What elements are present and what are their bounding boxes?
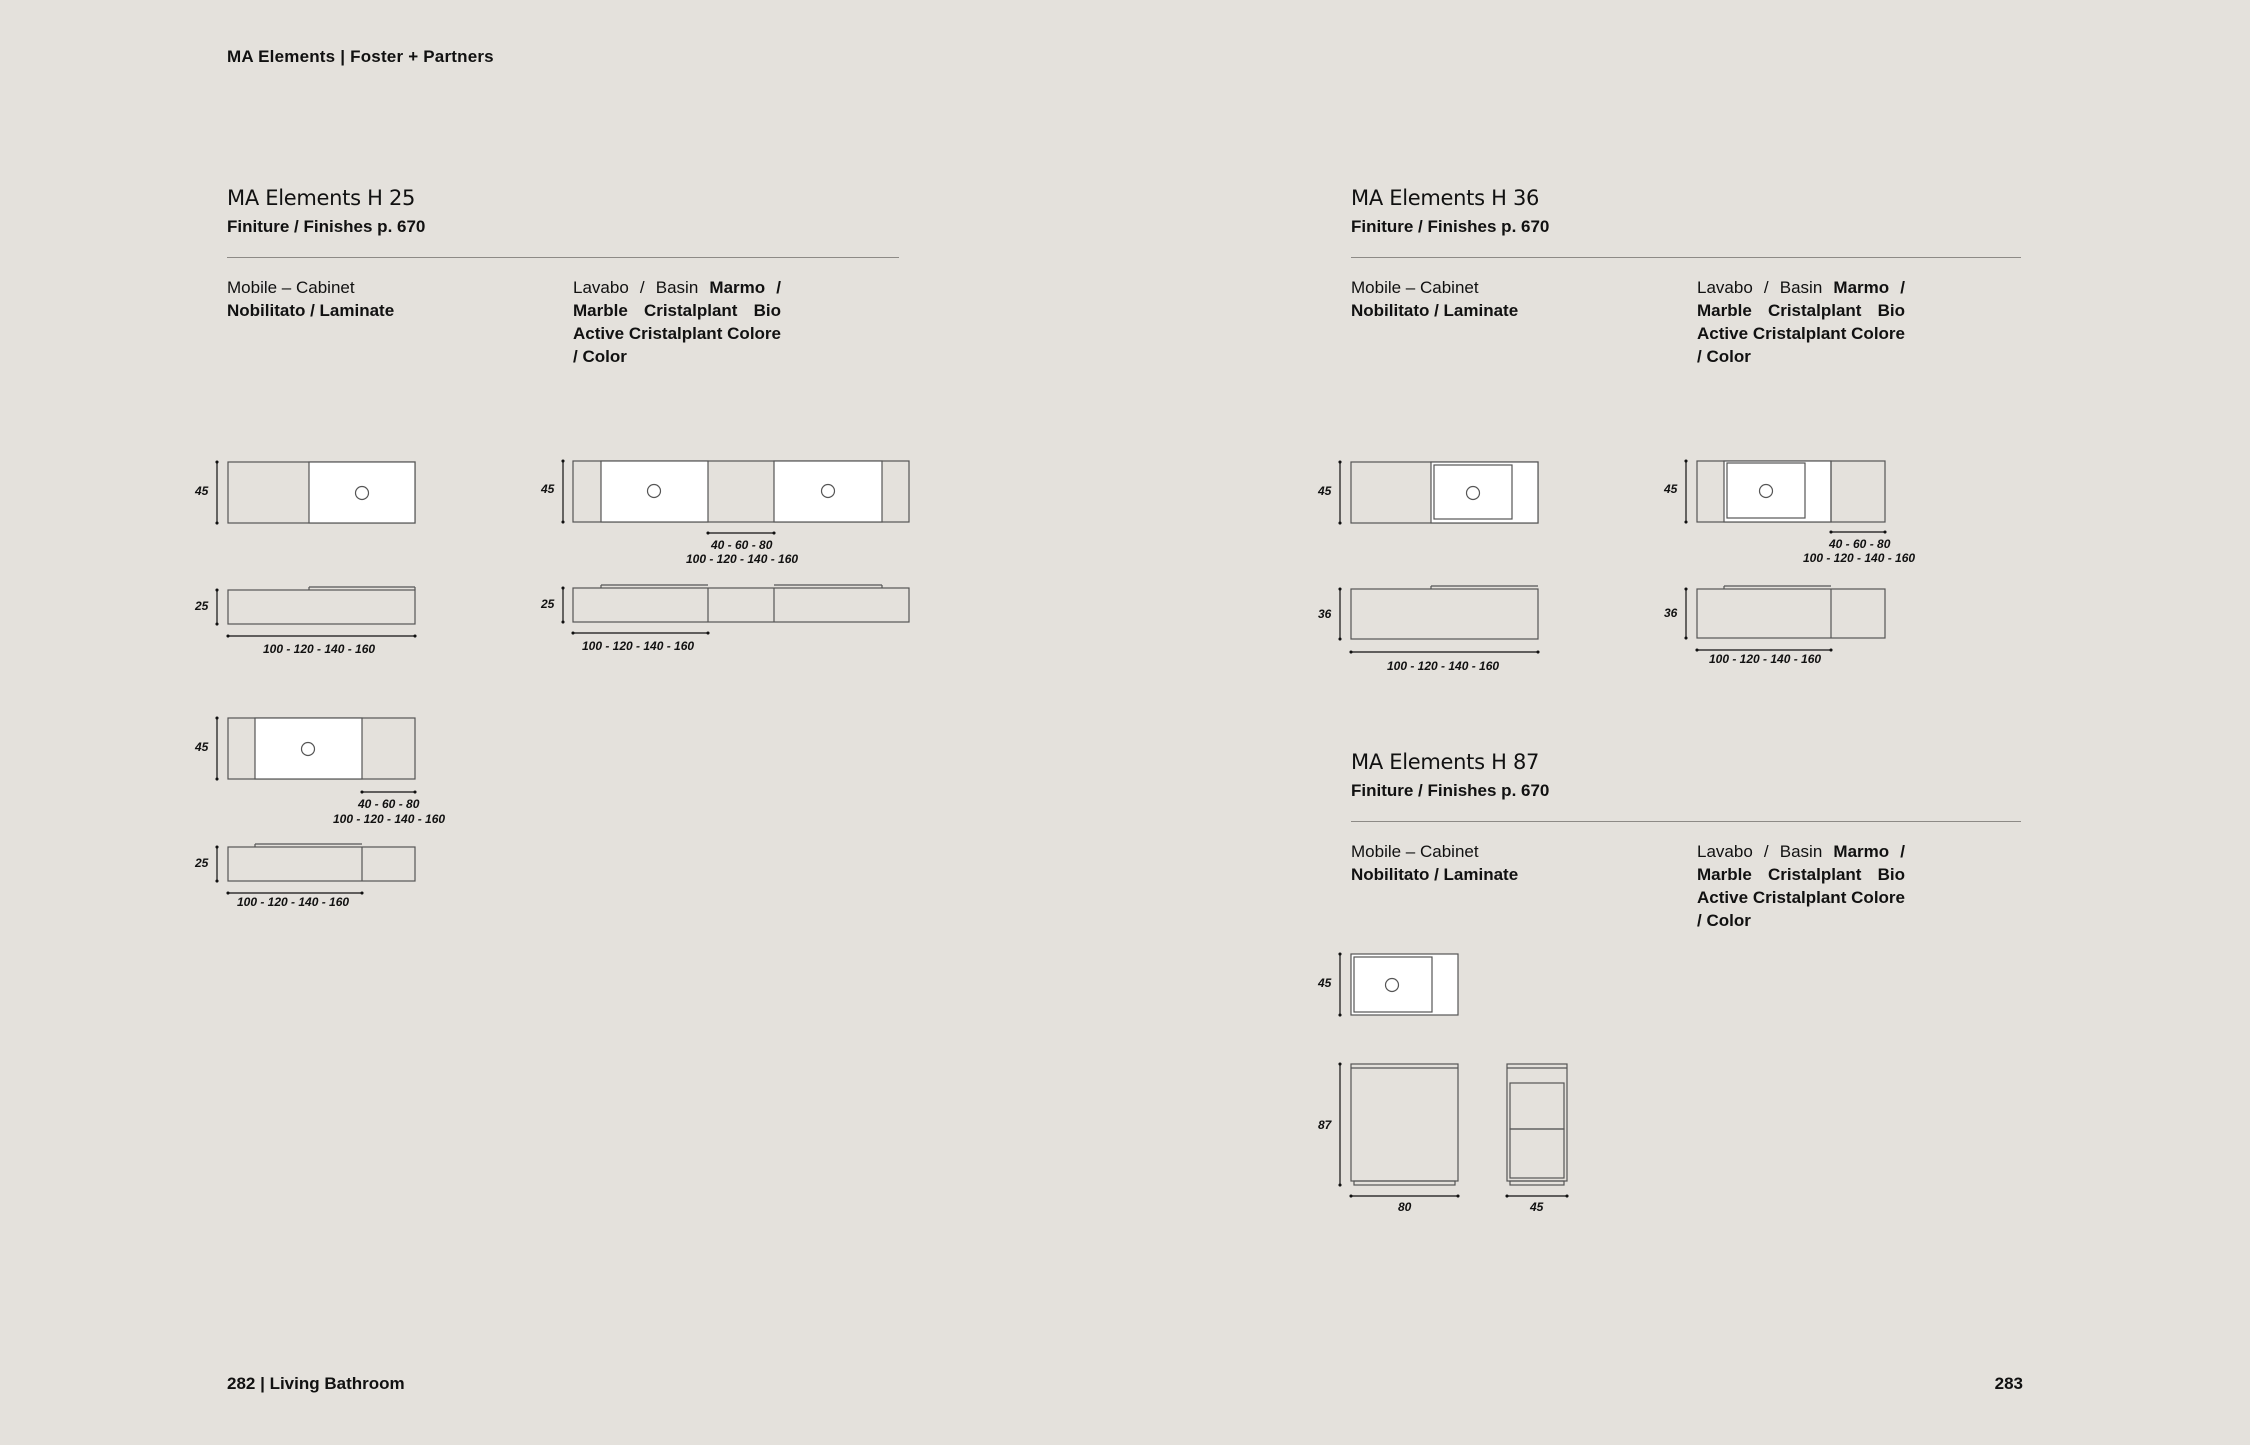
dim-h87-cabinet-width: 80 xyxy=(1398,1200,1412,1214)
basin-label-h36: Lavabo / Basin Marmo / Marble Cristalplant Bio Active Cristalplant Colore / Color xyxy=(1697,278,1906,366)
dim-h36-b-side-height: 36 xyxy=(1664,606,1678,620)
finishes-ref-h25: Finiture / Finishes p. 670 xyxy=(227,217,426,236)
finishes-ref-h87: Finiture / Finishes p. 670 xyxy=(1351,781,1550,800)
dim-h36-b-width: 100 - 120 - 140 - 160 xyxy=(1709,652,1822,666)
dim-h25-double-side-height: 25 xyxy=(541,597,555,611)
folio-right: 283 xyxy=(1994,1374,2023,1393)
dim-h25-double-height: 45 xyxy=(541,482,555,496)
basin-label-h25: Lavabo / Basin Marmo / Marble Cristalplant Bio Active Cristalplant Colore / Color xyxy=(573,278,782,366)
drawing-h87-basin-front xyxy=(1340,954,1458,1015)
drawing-h36-b-front xyxy=(1686,461,1885,532)
dim-h36-b-basin-width: 40 - 60 - 80 xyxy=(1829,537,1891,551)
drawing-h36-a-side xyxy=(1340,586,1538,652)
dim-h25-offset-basin-width: 40 - 60 - 80 xyxy=(358,797,420,811)
dim-h36-a-height: 45 xyxy=(1318,484,1332,498)
dim-h25-double-basin-widths: 100 - 120 - 140 - 160 xyxy=(686,552,799,566)
section-title-h25: MA Elements H 25 xyxy=(227,186,416,210)
folio-left: 282 | Living Bathroom xyxy=(227,1374,405,1393)
drawing-h25-single-front xyxy=(217,462,415,523)
drawing-h87-cabinet-front xyxy=(1340,1064,1458,1196)
drawing-h25-offset-front xyxy=(217,718,415,792)
dim-h36-b-basin-widths: 100 - 120 - 140 - 160 xyxy=(1803,551,1916,565)
cabinet-label-h87: Mobile – Cabinet Nobilitato / Laminate xyxy=(1351,842,1519,884)
dim-h25-double-basin-width: 40 - 60 - 80 xyxy=(711,538,773,552)
dim-h87-cabinet-height: 87 xyxy=(1318,1118,1332,1132)
drawing-h87-cabinet-side xyxy=(1507,1064,1567,1196)
drawing-h36-b-side xyxy=(1686,586,1885,650)
dim-h87-basin-height: 45 xyxy=(1318,976,1332,990)
running-head: MA Elements | Foster + Partners xyxy=(227,47,494,66)
cabinet-label-h25: Mobile – Cabinet Nobilitato / Laminate xyxy=(227,278,395,320)
dim-h25-offset-basin-widths: 100 - 120 - 140 - 160 xyxy=(333,812,446,826)
drawing-h25-offset-side xyxy=(217,844,415,893)
dim-h87-cabinet-depth: 45 xyxy=(1530,1200,1544,1214)
basin-label-h87: Lavabo / Basin Marmo / Marble Cristalplant Bio Active Cristalplant Colore / Color xyxy=(1697,842,1906,930)
dim-h36-a-side-height: 36 xyxy=(1318,607,1332,621)
dim-h25-offset-height: 45 xyxy=(195,740,209,754)
section-title-h87: MA Elements H 87 xyxy=(1351,750,1540,774)
dim-h25-single-side-height: 25 xyxy=(195,599,209,613)
dim-h25-offset-side-height: 25 xyxy=(195,856,209,870)
drawing-h25-double-side xyxy=(563,585,909,633)
drawing-h25-double-front xyxy=(563,461,909,533)
dim-h25-single-height: 45 xyxy=(195,484,209,498)
dim-h36-b-height: 45 xyxy=(1664,482,1678,496)
dim-h36-a-width: 100 - 120 - 140 - 160 xyxy=(1387,659,1500,673)
cabinet-label-h36: Mobile – Cabinet Nobilitato / Laminate xyxy=(1351,278,1519,320)
dim-h25-offset-width: 100 - 120 - 140 - 160 xyxy=(237,895,350,909)
dim-h25-single-width: 100 - 120 - 140 - 160 xyxy=(263,642,376,656)
drawing-h25-single-side xyxy=(217,587,415,636)
section-title-h36: MA Elements H 36 xyxy=(1351,186,1540,210)
drawing-h36-a-front xyxy=(1340,462,1538,523)
dim-h25-double-width: 100 - 120 - 140 - 160 xyxy=(582,639,695,653)
finishes-ref-h36: Finiture / Finishes p. 670 xyxy=(1351,217,1550,236)
